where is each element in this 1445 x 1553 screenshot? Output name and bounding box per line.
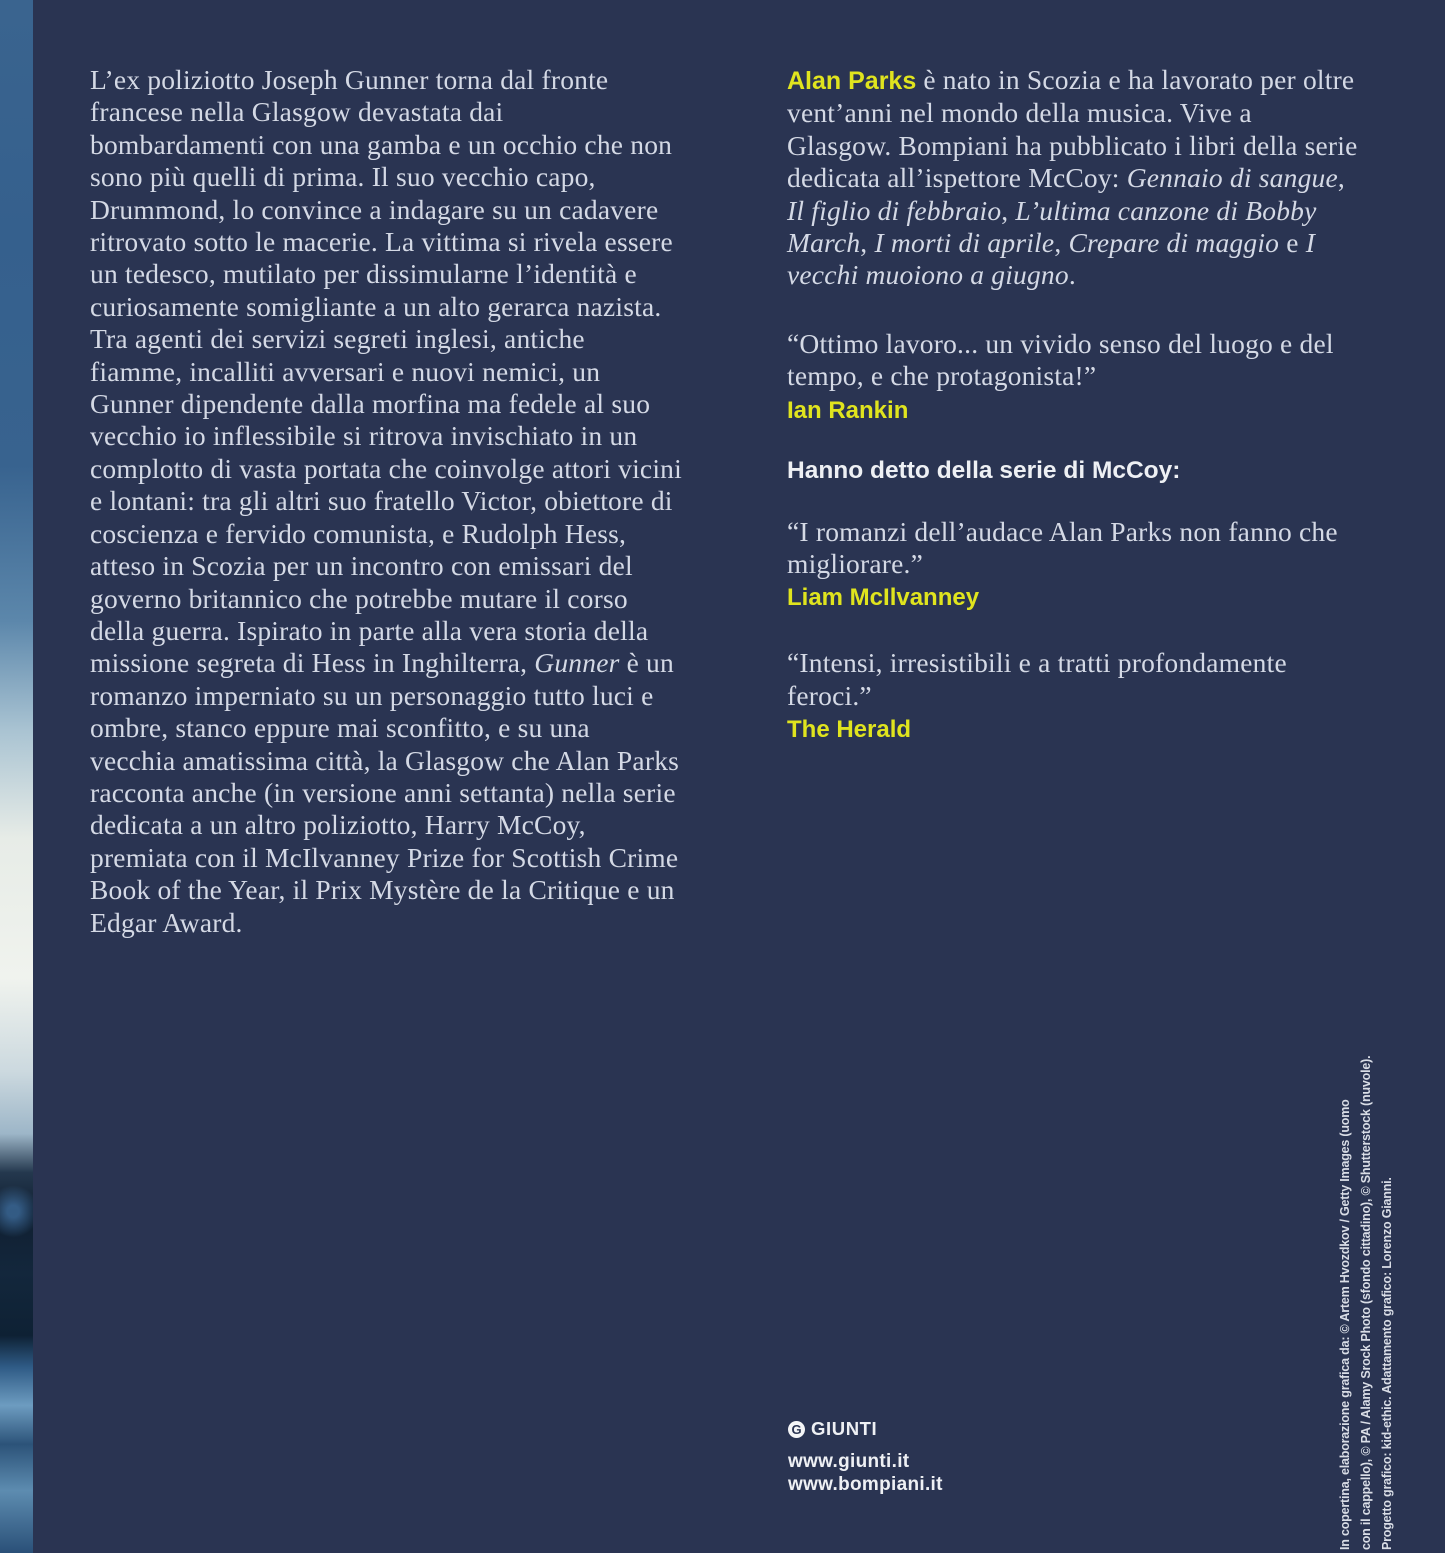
url-bompiani: www.bompiani.it: [788, 1473, 943, 1495]
quote-the-herald: [787, 647, 1359, 745]
quote-text: “Intensi, irresistibili e a tratti profondamente feroci.”: [787, 647, 1287, 711]
credits-line: con il cappello), © PA / Alamy Srock Photo (sfondo cittadino), © Shutterstock (nuvole).: [1359, 1055, 1373, 1550]
publisher-name: GIUNTI: [811, 1418, 878, 1439]
quote-text: “I romanzi dell’audace Alan Parks non fanno che migliorare.”: [787, 515, 1338, 580]
quote-attribution: Liam McIlvanney: [787, 584, 980, 612]
series-heading: Hanno detto della serie di McCoy:: [787, 456, 1181, 484]
logo-letter: G: [791, 1421, 802, 1437]
quote-ian-rankin: [787, 328, 1359, 426]
cover-photo-edge: [0, 0, 33, 1553]
quote-attribution: Ian Rankin: [787, 396, 909, 424]
publisher-urls: [788, 1451, 943, 1496]
author-bio: Alan Parks è nato in Scozia e ha lavorato per oltre vent’anni nel mondo della musica. Vive a Glasgow. Bompiani ha pubblicato i libri della serie dedicata all’ispettore McCoy: Gennaio di sangue, Il figlio di febbraio, L’ultima canzone di Bobby March, I morti di aprile, Crepare di maggio e I vecchi muoiono a giugno.: [787, 64, 1358, 291]
synopsis-text: L’ex poliziotto Joseph Gunner torna dal fronte francese nella Glasgow devastata dai bombardamenti con una gamba e un occhio che non sono più quelli di prima. Il suo vecchio capo, Drummond, lo convince a indagare su un cadavere ritrovato sotto le macerie. La vittima si rivela essere un tedesco, mutilato per dissimularne l’identità e curiosamente somigliante a un alto gerarca nazista. Tra agenti dei servizi segreti inglesi, antiche fiamme, incalliti avversari e nuovi nemici, un Gunner dipendente dalla morfina ma fedele al suo vecchio io inflessibile si ritrova invischiato in un complotto di vasta portata che coinvolge attori vicini e lontani: tra gli altri suo fratello Victor, obiettore di coscienza e fervido comunista, e Rudolph Hess, atteso in Scozia per un incontro con emissari del governo britannico che potrebbe mutare il corso della guerra. Ispirato in parte alla vera storia della missione segreta di Hess in Inghilterra, Gunner è un romanzo imperniato su un personaggio tutto luci e ombre, stanco eppure mai sconfitto, e su una vecchia amatissima città, la Glasgow che Alan Parks racconta anche (in versione anni settanta) nella serie dedicata a un altro poliziotto, Harry McCoy, premiata con il McIlvanney Prize for Scottish Crime Book of the Year, il Prix Mystère de la Critique e un Edgar Award.: [90, 64, 682, 938]
url-giunti: www.giunti.it: [788, 1451, 910, 1472]
quote-liam-mcilvanney: [787, 516, 1359, 614]
giunti-g-icon: [788, 1421, 805, 1438]
giunti-logo: [788, 1418, 943, 1440]
quote-text: “Ottimo lavoro... un vivido senso del luogo e del tempo, e che protagonista!”: [787, 327, 1334, 392]
quote-attribution: The Herald: [787, 716, 912, 744]
credits-line: Progetto grafico: kid-ethic. Adattamento grafico: Lorenzo Gianni.: [1380, 1177, 1394, 1550]
publisher-footer: [788, 1418, 943, 1496]
photo-credits-vertical: [1335, 985, 1398, 1550]
credits-line: In copertina, elaborazione grafica da: © Artem Hvozdkov / Getty Images (uomo: [1338, 1099, 1352, 1550]
right-column: [787, 64, 1359, 745]
